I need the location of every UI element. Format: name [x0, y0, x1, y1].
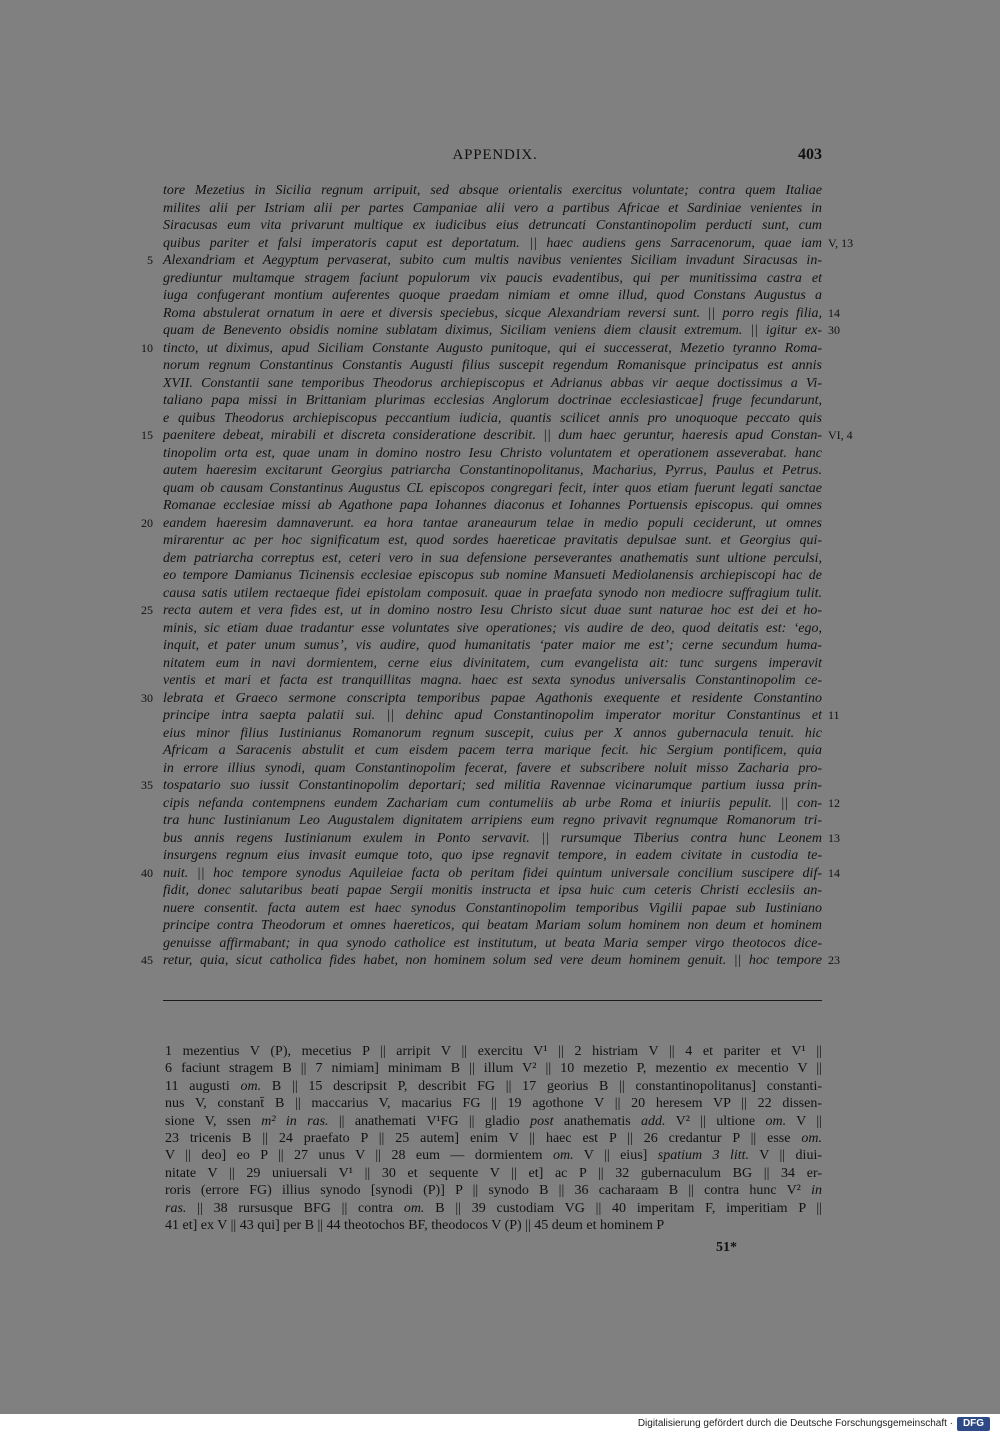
- main-text-line: [163, 322, 840, 340]
- apparatus-line: [165, 1217, 822, 1234]
- main-text-line: [163, 637, 822, 655]
- digitization-footer: [0, 1414, 1000, 1434]
- line-number: 10: [141, 340, 153, 355]
- apparatus-italic-note: ras.: [165, 1200, 187, 1216]
- main-text-line-content: nuere consentit. facta autem est haec synodus Constantinopolim temporibus Vigilii papae sub Iustiniano: [163, 900, 822, 916]
- main-text-line: [163, 217, 822, 235]
- line-number: 30: [141, 690, 153, 705]
- main-text-line-content: Alexandriam et Aegyptum pervaserat, subito cum multis navibus venientes Siciliam invadunt Siracusas in-: [163, 253, 822, 268]
- main-text-line: [163, 532, 822, 550]
- main-text-line-content: lebrata et Graeco sermone conscripta temporibus papae Agathonis exequente et residente Constantino: [163, 690, 822, 706]
- page-number: 403: [798, 146, 822, 163]
- apparatus-segment: 6 faciunt stragem B || 7 nimiam] minimam B || illum V² || 10 mezetio P, mezentio: [165, 1061, 716, 1077]
- apparatus-line: [165, 1147, 822, 1164]
- main-text-line-content: genuisse affirmabant; in qua synodo catholice est institutum, ut beata Maria semper virgo theotocos dice-: [163, 935, 822, 951]
- line-number: 20: [141, 515, 153, 530]
- main-text-line-content: minis, sic etiam duae tradantur esse voluntates sive operationes; vis audire de deo, quod deitatis est: ‘ego,: [163, 620, 822, 636]
- main-text-line-content: fidit, donec salutaribus beati papae Sergii monitis instructa et ipsa huic cum ceteris Christi ecclesiis an-: [163, 883, 822, 898]
- main-text-line: [141, 340, 822, 358]
- main-text-line-content: bus annis regens Iustinianum exulem in Ponto servavit. || rursumque Tiberius contra hunc Leonem: [163, 830, 822, 846]
- main-text-line: [141, 952, 840, 970]
- main-text-line-content: norum regnum Constantinus Constantis Augusti filius suscepit regendum Romanisque principatus est annis: [163, 358, 822, 373]
- main-text-line: [163, 235, 854, 253]
- apparatus-line: [165, 1060, 822, 1077]
- main-text-line: [163, 812, 822, 830]
- line-number: 15: [141, 428, 153, 442]
- apparatus-segment: V || diui-: [749, 1148, 822, 1164]
- apparatus-segment: V ||: [786, 1113, 822, 1129]
- apparatus-segment: mecentio V ||: [728, 1061, 822, 1077]
- main-text-line: [163, 567, 822, 585]
- main-text-line: [163, 182, 822, 200]
- apparatus-line: [165, 1043, 822, 1060]
- apparatus-line: [165, 1130, 822, 1147]
- source-reference: 14: [828, 865, 840, 880]
- main-text-line: [163, 847, 822, 865]
- dfg-logo: DFG: [957, 1417, 990, 1431]
- source-reference: 12: [828, 795, 840, 810]
- main-text-line-content: eo tempore Damianus Ticinensis ecclesiae episcopus sub nomine Mansueti Mediolanensis archiepiscopi hac de: [163, 568, 822, 583]
- apparatus-line: [165, 1095, 822, 1112]
- main-text-line-content: retur, quia, sicut catholica fides habet, non hominem solum sed vere deum hominem genuit. || hoc tempore: [163, 953, 822, 968]
- apparatus-segment: V² || ultione: [665, 1113, 766, 1129]
- main-text-line: [163, 672, 822, 690]
- main-text-line: [163, 935, 822, 953]
- main-text-line: [141, 427, 853, 445]
- main-text-line: [163, 620, 822, 638]
- source-reference: 14: [828, 305, 840, 320]
- apparatus-segment: anathematis: [553, 1113, 642, 1129]
- main-text-line-content: recta autem et vera fides est, ut in domino nostro Iesu Christo sicut duae sunt naturae hoc est dei et ho-: [163, 603, 822, 618]
- main-text-line: [163, 445, 822, 463]
- apparatus-italic-note: m² in ras.: [261, 1113, 329, 1129]
- main-text-line-content: tinopolim orta est, quae unam in domino nostro Iesu Christo voluntatem et operationem asseverabat. hanc: [163, 445, 822, 461]
- main-text-line-content: Roma abstulerat ornatum in aere et diversis speciebus, sicque Alexandriam reversi sunt. || porro regis filia,: [163, 305, 822, 321]
- main-text-line: [141, 777, 822, 795]
- apparatus-segment: B || 39 custodiam VG || 40 imperitam F, imperitiam P ||: [424, 1200, 822, 1216]
- main-text-line-content: taliano papa missi in Brittaniam plurimas ecclesias Anglorum doctrinae ecclesiasticae] fruge fecundarunt,: [163, 393, 822, 408]
- main-text-line: [163, 410, 822, 428]
- main-text-line-content: milites alii per Istriam alii per partes Campaniae alii vero a partibus Africae et Sardiniae venientes in: [163, 200, 822, 216]
- apparatus-italic-note: post: [530, 1113, 554, 1129]
- main-text-line-content: quam de Benevento obsidis nomine sublatam diximus, Siciliam veniens diem clausit extremum. || igitur ex-: [163, 323, 822, 338]
- apparatus-italic-note: om.: [240, 1078, 262, 1094]
- main-text-line-content: inquit, et pater unum sumus’, vis audire, quod humanitatis ‘pater maior me est’; cerne secundum huma-: [163, 638, 822, 653]
- source-reference: V, 13: [828, 235, 854, 250]
- main-text-line-content: principe contra Theodorum et omnes haereticos, qui beatam Mariam solum hominem non deum et hominem: [163, 918, 822, 933]
- apparatus-italic-note: om.: [552, 1148, 574, 1164]
- line-number: 25: [141, 603, 153, 617]
- line-number: 5: [147, 253, 153, 267]
- footnote-separator-rule: [163, 1000, 822, 1001]
- main-text-line-content: eandem haeresim damnaverunt. ea hora tantae araneaurum telae in medio populi ceciderunt, ut omnes: [163, 515, 822, 531]
- apparatus-segment: 1 mezentius V (P), mecetius P || arripit V || exercitu V¹ || 2 histriam V || 4 et pariter et V¹ ||: [165, 1044, 822, 1059]
- main-text-line-content: tra hunc Iustinianum Leo Augustalem dignitatem arripiens eum regno privavit regnumque Romanorum tri-: [163, 813, 822, 828]
- apparatus-line: [165, 1165, 822, 1182]
- main-text-line: [163, 270, 822, 288]
- apparatus-segment: nus V, constant̄ B || maccarius V, macarius FG || 19 agothone V || 20 heresem VP || 22 dissen-: [165, 1096, 822, 1112]
- main-text-line: [163, 585, 822, 603]
- main-text-line: [163, 480, 822, 498]
- signature-mark: 51*: [716, 1240, 737, 1255]
- main-text-line-content: tincto, ut diximus, apud Siciliam Constante Augusto punitoque, qui ei successerat, Mezetio tyranno Roma-: [163, 340, 822, 356]
- main-text-line-content: in errore illius synodi, quam Constantinopolim fecerat, favere et subscribere noluit misso Zacharia pro-: [163, 760, 822, 776]
- main-text-line-content: principe intra saepta palatii sui. || dehinc apud Constantinopolim imperator moritur Constantinus et: [163, 708, 822, 723]
- main-text-line-content: quam ob causam Constantinus Augustus CL episcopos congregari fecit, inter quos etiam fuerunt legati sanctae: [163, 480, 822, 496]
- main-text-line-content: XVII. Constantii sane temporibus Theodorus archiepiscopus et Adrianus abbas vir aeque doctissimus a Vi-: [163, 375, 822, 391]
- critical-apparatus: [165, 1043, 822, 1234]
- main-text-line-content: autem haeresim excitarunt Georgius patriarcha Constantinopolitanus, Macharius, Pyrrus, Paulus et Petrus.: [163, 463, 822, 478]
- main-text-line-content: tore Mezetius in Sicilia regnum arripuit, sed absque orientalis exercitus voluntate; contra quem Italiae: [163, 183, 822, 198]
- main-text-line: [163, 305, 840, 323]
- main-text-line-content: paenitere debeat, mirabili et discreta consideratione describit. || dum haec geruntur, haeresis apud Constan-: [163, 428, 822, 443]
- main-text-line: [163, 917, 822, 935]
- main-text-line-content: grediuntur multamque stragem faciunt populorum vix paucis evadentibus, qui per munitissima castra et: [163, 270, 822, 286]
- main-text-line: [163, 550, 822, 568]
- main-text-line-content: tospatario suo iussit Constantinopolim deportari; sed militia Ravennae vicinarumque partium iussa prin-: [163, 778, 822, 793]
- main-text-line: [163, 375, 822, 393]
- main-text-line: [163, 795, 840, 813]
- apparatus-segment: || 38 rursusque BFG || contra: [186, 1200, 404, 1216]
- main-text-line: [163, 707, 840, 725]
- main-text-line-content: causa satis utilem rectaeque fidei epistolam composuit. quae in praefata synodo non mediocre suffragium tulit.: [163, 585, 822, 601]
- apparatus-segment: || anathemati V¹FG || gladio: [328, 1113, 531, 1129]
- apparatus-line: [165, 1113, 822, 1130]
- apparatus-line: [165, 1078, 822, 1095]
- apparatus-segment: nitate V || 29 uniuersali V¹ || 30 et sequente V || et] ac P || 32 gubernaculum BG || 34 er-: [165, 1165, 822, 1181]
- apparatus-italic-note: ex: [715, 1061, 729, 1077]
- main-text-line: [163, 655, 822, 673]
- main-text-line-content: iuga confugerant montium auferentes quoque praedam nimiam et omne illud, quod Constans Augustus a: [163, 288, 822, 303]
- main-text-line-content: Romanae ecclesiae missi ab Agathone papa Iohannes diaconus et Iohannes Portuensis episcopus. qui omnes: [163, 498, 822, 513]
- main-text-line-content: Siracusas eum vita privarunt multique ex iudicibus eius detruncati Constantinopolim perducti sunt, cum: [163, 218, 822, 233]
- main-text-line-content: mirarentur ac per hoc significatum est, quod sordes haereticae pravitatis depulsae sunt. et Georgius qui-: [163, 533, 822, 548]
- main-text-line-content: ventis et mari et facta est tranquillitas magna. haec est sexta synodus universalis Constantinopolim ce-: [163, 673, 822, 688]
- apparatus-line: [165, 1182, 822, 1199]
- line-number: 35: [141, 778, 153, 792]
- main-text-line: [163, 392, 822, 410]
- main-text-line: [163, 900, 822, 918]
- apparatus-line: [165, 1200, 822, 1217]
- main-text-line: [163, 760, 822, 778]
- main-text-line: [163, 462, 822, 480]
- apparatus-italic-note: om.: [403, 1200, 425, 1216]
- main-text-line-content: insurgens regnum eius invasit eumque toto, quo ipse regnavit tempore, in eadem civitate in custodia te-: [163, 848, 822, 863]
- running-head-title: APPENDIX.: [452, 147, 538, 163]
- main-text-line-content: dem patriarcha correptus est, ceteri vero in sua defensione perseverantes anathematis sunt ultione perculsi,: [163, 550, 822, 566]
- apparatus-italic-note: om.: [801, 1130, 822, 1146]
- main-text-line-content: eius minor filius Iustinianus Romanorum regnum suscepit, cuius per X annos gubernacula tenuit. hic: [163, 725, 822, 741]
- main-text-line-content: quibus pariter et falsi imperatoris caput est deportatum. || haec audiens gens Sarracenorum, quae iam: [163, 235, 822, 251]
- main-text-line: [141, 865, 840, 883]
- line-number: 40: [141, 865, 153, 880]
- apparatus-segment: V || eius]: [573, 1148, 658, 1164]
- apparatus-segment: 41 et] ex V || 43 qui] per B || 44 theotochos BF, theodocos V (P) || 45 deum et hominem P: [165, 1217, 665, 1233]
- funding-credit: Digitalisierung gefördert durch die Deutsche Forschungsgemeinschaft ·: [637, 1418, 953, 1429]
- apparatus-segment: V || deo] eo P || 27 unus V || 28 eum — dormientem: [165, 1148, 553, 1164]
- main-text-line-content: e quibus Theodorus archiepiscopus peccantium iudicia, quantis scilicet annis pro unoquoque peccato quis: [163, 410, 822, 426]
- main-text-line: [141, 602, 822, 620]
- line-number: 45: [141, 953, 153, 967]
- main-text-line: [163, 882, 822, 900]
- apparatus-italic-note: in: [811, 1183, 822, 1199]
- source-reference: VI, 4: [828, 428, 853, 442]
- main-text-line: [163, 287, 822, 305]
- apparatus-italic-note: om.: [765, 1113, 787, 1129]
- main-text-line-content: nitatem eum in navi dormientem, cerne eius divinitatem, cum evangelista ait: tunc surgens imperavit: [163, 655, 822, 671]
- apparatus-italic-note: add.: [641, 1113, 666, 1129]
- apparatus-segment: 11 augusti: [165, 1078, 241, 1094]
- apparatus-segment: sione V, ssen: [165, 1113, 262, 1129]
- main-text-line: [147, 252, 822, 270]
- main-text-line: [141, 515, 822, 533]
- apparatus-segment: 23 tricenis B || 24 praefato P || 25 autem] enim V || haec est P || 26 credantur P || esse: [165, 1130, 802, 1146]
- main-text-line: [163, 497, 822, 515]
- main-text-line: [141, 690, 822, 708]
- main-text-line: [163, 357, 822, 375]
- main-text-line-content: Africam a Saracenis abstulit et cum eisdem pacem terra marique fecit. hic Sergium pontificem, quia: [163, 743, 822, 758]
- main-text-line: [163, 725, 822, 743]
- main-text-line: [163, 200, 822, 218]
- main-text-line-content: cipis nefanda contempnens eundem Zachariam cum contumeliis ab urbe Roma et iniuriis pepulit. || con-: [163, 795, 822, 811]
- apparatus-segment: B || 15 descripsit P, describit FG || 17 georius B || constantinopolitanus] constanti-: [261, 1078, 822, 1094]
- source-reference: 11: [828, 708, 840, 722]
- source-reference: 13: [828, 830, 840, 845]
- apparatus-segment: roris (errore FG) illius synodo [synodi (P)] P || synodo B || 36 cacharaam B || contra hunc V²: [165, 1183, 812, 1199]
- apparatus-italic-note: spatium 3 litt.: [657, 1148, 750, 1164]
- main-text-block: [141, 182, 854, 970]
- main-text-line: [163, 742, 822, 760]
- source-reference: 23: [828, 953, 840, 967]
- source-reference: 30: [828, 323, 840, 337]
- main-text-line-content: nuit. || hoc tempore synodus Aquileiae facta ob peritam fidei quintum universale concilium suscipere dif-: [163, 865, 822, 881]
- main-text-line: [163, 830, 840, 848]
